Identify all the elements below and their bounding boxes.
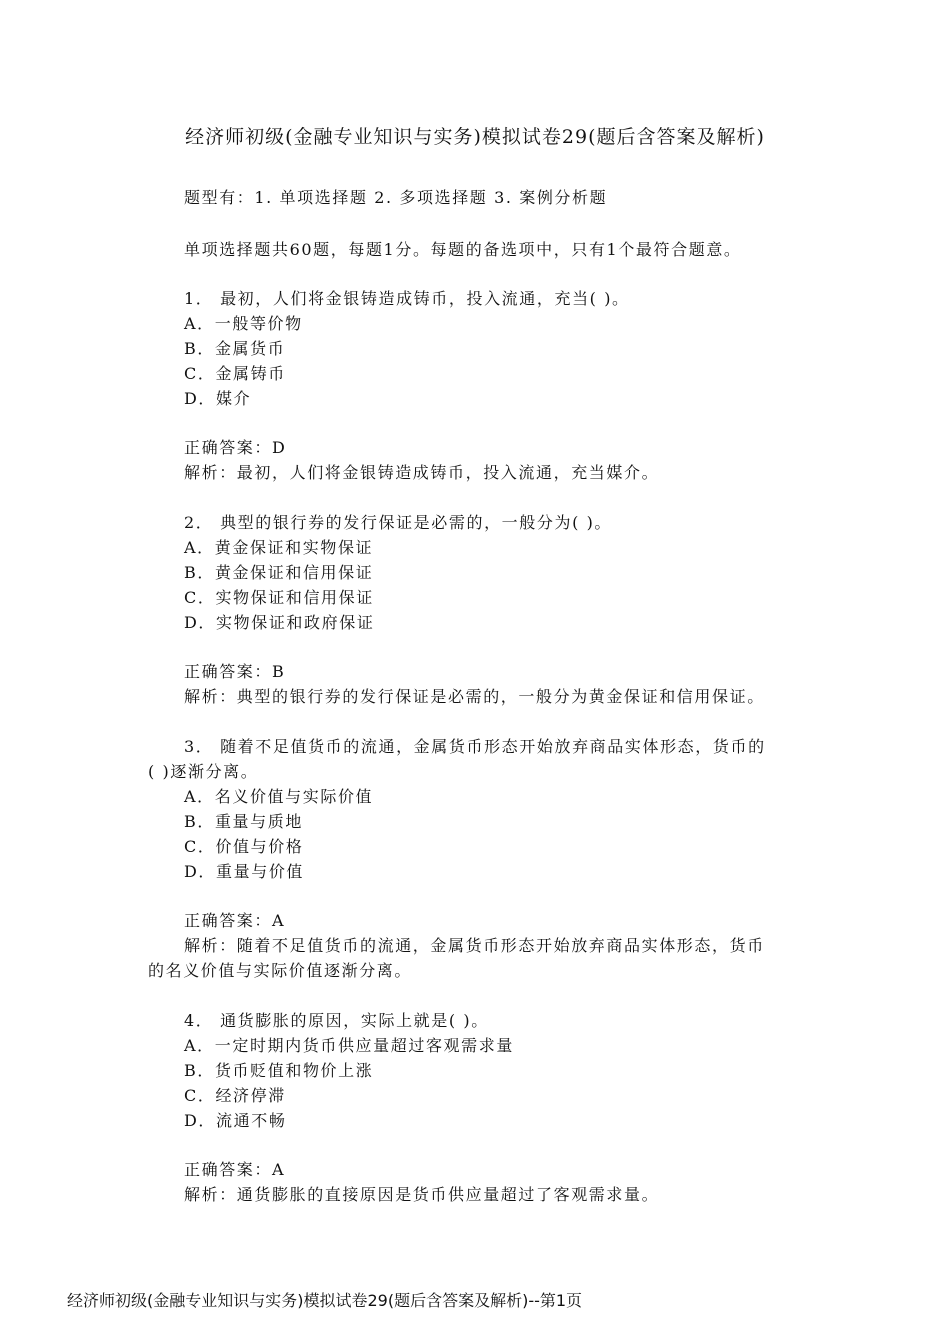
question-4-option-d: D．流通不畅 (184, 1111, 287, 1130)
question-3-stem-line2: ( )逐渐分离。 (148, 762, 259, 781)
question-2-option-d: D．实物保证和政府保证 (184, 613, 375, 632)
question-2-option-a: A．黄金保证和实物保证 (184, 538, 374, 557)
question-1-option-b: B．金属货币 (184, 339, 286, 358)
question-3-stem-line1: 3． 随着不足值货币的流通，金属货币形态开始放弃商品实体形态，货币的 (184, 737, 766, 756)
question-1-option-c: C．金属铸币 (184, 364, 286, 383)
question-4-stem: 4． 通货膨胀的原因，实际上就是( )。 (184, 1011, 489, 1030)
question-2-option-b: B．黄金保证和信用保证 (184, 563, 374, 582)
question-4-option-b: B．货币贬值和物价上涨 (184, 1061, 374, 1080)
question-4-option-c: C．经济停滞 (184, 1086, 286, 1105)
document-title: 经济师初级(金融专业知识与实务)模拟试卷29(题后含答案及解析) (185, 126, 765, 148)
question-2-answer: 正确答案：B (184, 662, 286, 681)
question-3-option-c: C．价值与价格 (184, 837, 304, 856)
question-1-stem: 1． 最初，人们将金银铸造成铸币，投入流通，充当( )。 (184, 289, 630, 308)
question-3-analysis-line2: 的名义价值与实际价值逐渐分离。 (148, 961, 413, 980)
question-3-option-b: B．重量与质地 (184, 812, 303, 831)
section-intro: 单项选择题共60题，每题1分。每题的备选项中，只有1个最符合题意。 (184, 240, 742, 259)
question-4-answer: 正确答案：A (184, 1160, 286, 1179)
question-2-stem: 2． 典型的银行券的发行保证是必需的，一般分为( )。 (184, 513, 613, 532)
question-1-answer: 正确答案：D (184, 438, 287, 457)
question-2-option-c: C．实物保证和信用保证 (184, 588, 374, 607)
question-4-analysis: 解析：通货膨胀的直接原因是货币供应量超过了客观需求量。 (184, 1185, 660, 1204)
question-2-analysis: 解析：典型的银行券的发行保证是必需的，一般分为黄金保证和信用保证。 (184, 687, 765, 706)
question-1-option-d: D．媒介 (184, 389, 252, 408)
question-types-line: 题型有：1. 单项选择题 2. 多项选择题 3. 案例分析题 (184, 188, 608, 207)
question-3-option-a: A．名义价值与实际价值 (184, 787, 374, 806)
question-3-option-d: D．重量与价值 (184, 862, 305, 881)
question-3-analysis-line1: 解析：随着不足值货币的流通，金属货币形态开始放弃商品实体形态，货币 (184, 936, 765, 955)
question-1-option-a: A．一般等价物 (184, 314, 303, 333)
question-3-answer: 正确答案：A (184, 911, 286, 930)
question-1-analysis: 解析：最初，人们将金银铸造成铸币，投入流通，充当媒介。 (184, 463, 660, 482)
question-4-option-a: A．一定时期内货币供应量超过客观需求量 (184, 1036, 514, 1055)
page-footer: 经济师初级(金融专业知识与实务)模拟试卷29(题后含答案及解析)--第1页 (67, 1291, 583, 1310)
